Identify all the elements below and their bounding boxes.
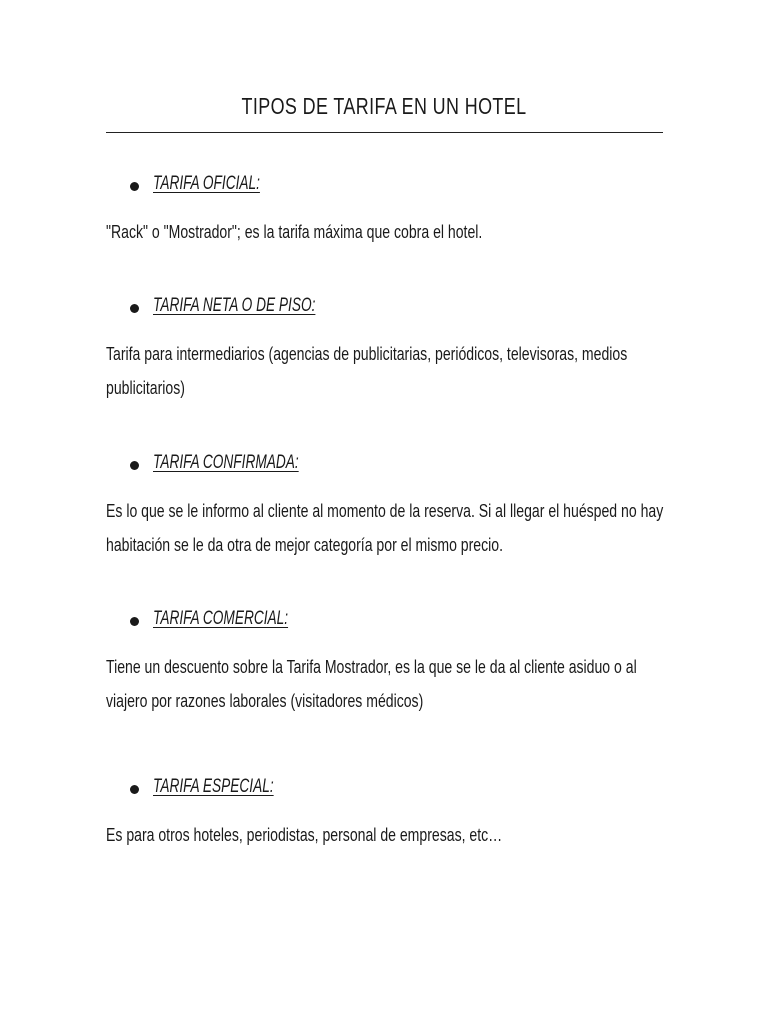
bullet-icon <box>130 461 139 470</box>
section-heading-text: TARIFA COMERCIAL: <box>153 608 289 629</box>
section-heading <box>128 295 676 325</box>
title-divider <box>106 132 663 133</box>
section-heading-text: TARIFA NETA O DE PISO: <box>153 295 316 316</box>
section-heading-text: TARIFA OFICIAL: <box>153 173 260 194</box>
section-tarifa-neta <box>106 295 676 405</box>
section-heading <box>128 776 676 806</box>
section-tarifa-oficial <box>106 173 676 249</box>
section-tarifa-confirmada <box>106 452 676 562</box>
section-body-text: Es para otros hoteles, periodistas, personal de empresas, etc… <box>106 824 503 845</box>
section-heading-text: TARIFA ESPECIAL: <box>153 776 274 797</box>
section-tarifa-especial <box>106 776 676 852</box>
bullet-icon <box>130 182 139 191</box>
bullet-icon <box>130 785 139 794</box>
section-tarifa-comercial <box>106 608 676 718</box>
section-body-text: Tarifa para intermediarios (agencias de publicitarias, periódicos, televisoras, medios publicitarios) <box>106 343 628 398</box>
section-body-text: Tiene un descuento sobre la Tarifa Mostrador, es la que se le da al cliente asiduo o al viajero por razones laborales (visitadores médicos) <box>106 656 637 711</box>
page-title: TIPOS DE TARIFA EN UN HOTEL <box>241 93 527 119</box>
section-heading <box>128 452 676 482</box>
section-heading <box>128 608 676 638</box>
section-body-text: Es lo que se le informo al cliente al momento de la reserva. Si al llegar el huésped no hay habitación se le da otra de mejor categoría por el mismo precio. <box>106 500 664 555</box>
section-body-text: "Rack" o "Mostrador"; es la tarifa máxima que cobra el hotel. <box>106 221 483 242</box>
bullet-icon <box>130 304 139 313</box>
section-heading <box>128 173 676 203</box>
section-heading-text: TARIFA CONFIRMADA: <box>153 452 299 473</box>
bullet-icon <box>130 617 139 626</box>
